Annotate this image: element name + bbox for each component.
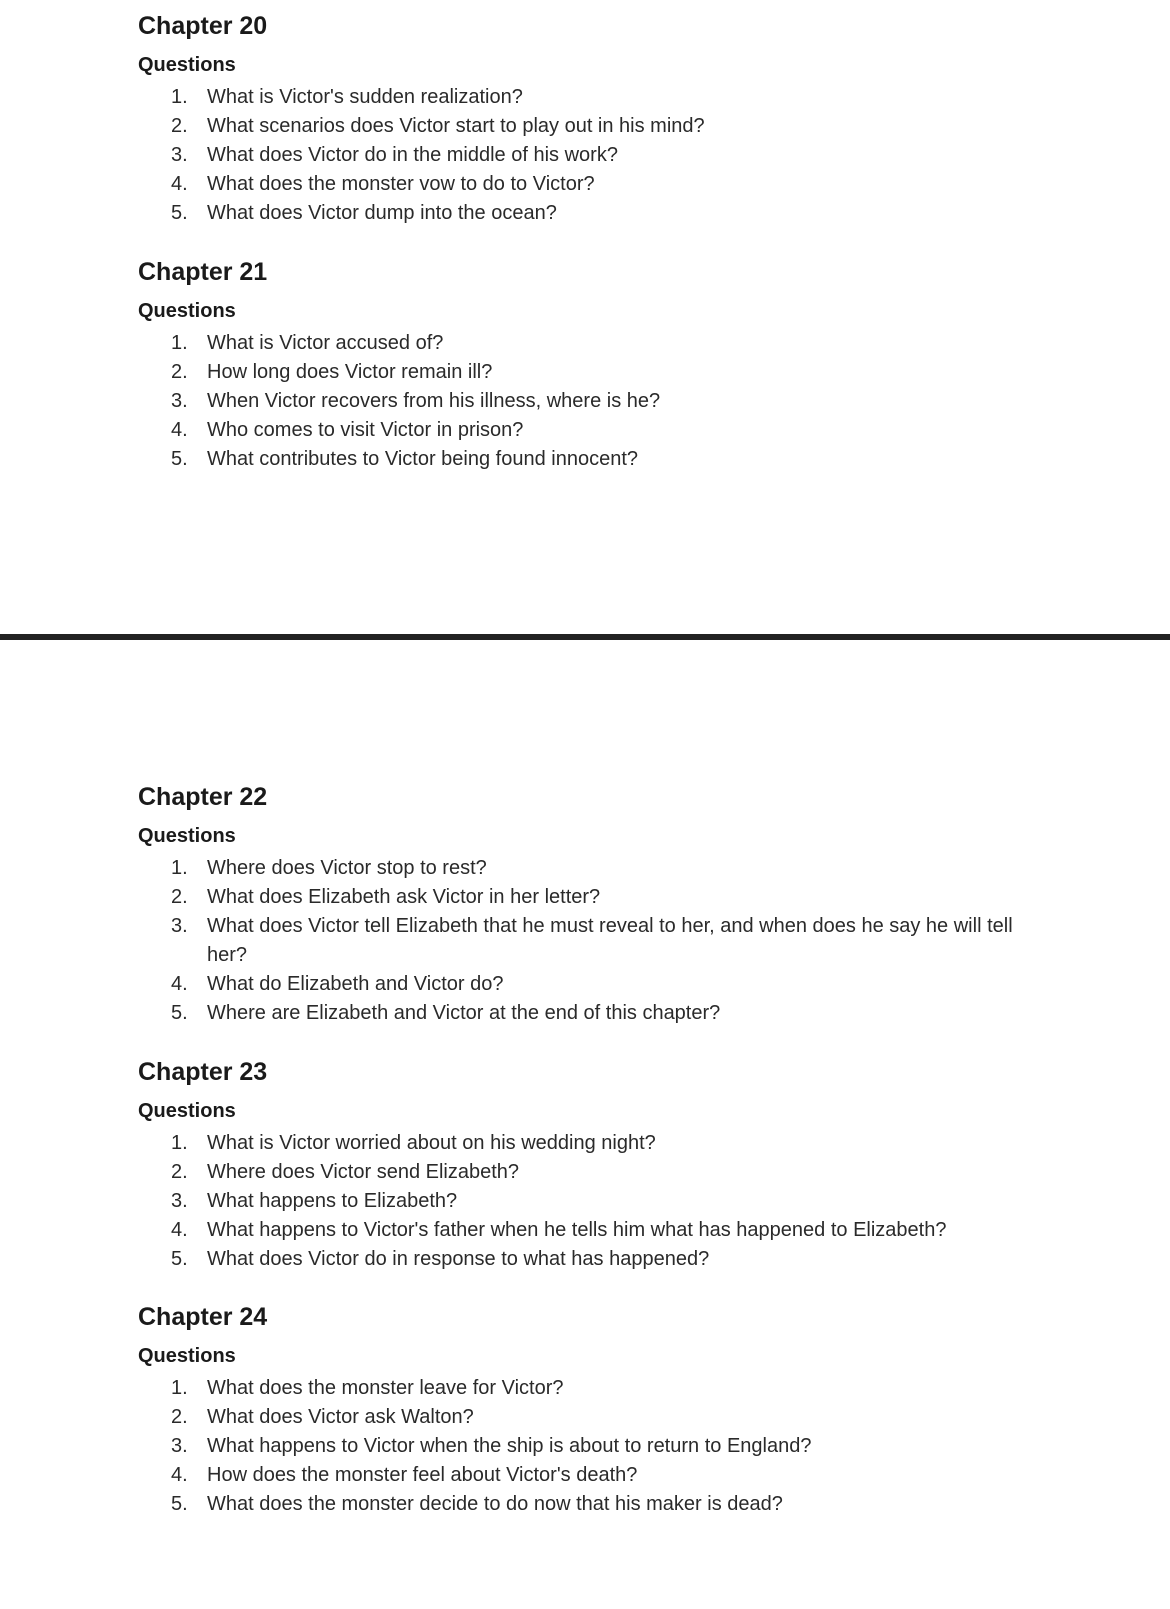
question-list — [138, 329, 1038, 474]
question-number: 2. — [171, 1161, 188, 1183]
question-number: 4. — [171, 973, 188, 995]
question-number: 2. — [171, 1406, 188, 1428]
question-number: 5. — [171, 1002, 188, 1024]
chapter-title: Chapter 24 — [138, 1303, 268, 1331]
question-item — [138, 112, 1038, 141]
question-item — [138, 1461, 1038, 1490]
question-item — [138, 199, 1038, 228]
question-number: 1. — [171, 332, 188, 354]
question-text: What does the monster decide to do now that his maker is dead? — [207, 1493, 783, 1515]
question-item — [138, 1245, 1038, 1274]
question-text: What happens to Elizabeth? — [207, 1190, 458, 1212]
question-text: What does Victor dump into the ocean? — [207, 202, 557, 224]
question-item — [138, 1403, 1038, 1432]
question-item — [138, 1432, 1038, 1461]
question-list — [138, 1374, 1038, 1519]
question-text: What does Victor tell Elizabeth that he must reveal to her, and when does he say he will tell her? — [207, 915, 1013, 966]
question-list — [138, 854, 1038, 1028]
question-number: 2. — [171, 886, 188, 908]
chapter-22-section — [138, 781, 1038, 1028]
chapter-title: Chapter 21 — [138, 258, 268, 286]
question-text: How does the monster feel about Victor's death? — [207, 1464, 638, 1486]
question-text: What does the monster vow to do to Victor? — [207, 173, 595, 195]
questions-label: Questions — [138, 300, 236, 322]
question-text: Where does Victor send Elizabeth? — [207, 1161, 520, 1183]
chapter-21-section — [138, 256, 1038, 474]
chapter-24-section — [138, 1301, 1038, 1519]
question-item — [138, 1490, 1038, 1519]
question-item — [138, 1216, 1038, 1245]
question-text: What contributes to Victor being found innocent? — [207, 448, 639, 470]
question-item — [138, 883, 1038, 912]
question-item — [138, 1187, 1038, 1216]
question-text: What is Victor's sudden realization? — [207, 86, 523, 108]
question-number: 4. — [171, 419, 188, 441]
question-text: What is Victor worried about on his wedding night? — [207, 1132, 656, 1154]
question-number: 5. — [171, 1248, 188, 1270]
question-text: What scenarios does Victor start to play out in his mind? — [207, 115, 705, 137]
question-number: 5. — [171, 1493, 188, 1515]
question-item — [138, 83, 1038, 112]
question-item — [138, 387, 1038, 416]
question-number: 4. — [171, 1464, 188, 1486]
question-text: What does Elizabeth ask Victor in her letter? — [207, 886, 601, 908]
question-item — [138, 1158, 1038, 1187]
question-item — [138, 416, 1038, 445]
question-text: What happens to Victor's father when he tells him what has happened to Elizabeth? — [207, 1219, 947, 1241]
question-number: 3. — [171, 390, 188, 412]
question-item — [138, 912, 1038, 970]
question-item — [138, 999, 1038, 1028]
question-text: What does Victor do in the middle of his work? — [207, 144, 618, 166]
question-number: 4. — [171, 1219, 188, 1241]
question-text: What do Elizabeth and Victor do? — [207, 973, 504, 995]
question-item — [138, 358, 1038, 387]
question-number: 4. — [171, 173, 188, 195]
chapter-title: Chapter 23 — [138, 1058, 268, 1086]
question-text: What does Victor ask Walton? — [207, 1406, 474, 1428]
question-text: What happens to Victor when the ship is about to return to England? — [207, 1435, 812, 1457]
chapter-title: Chapter 22 — [138, 783, 268, 811]
question-text: What is Victor accused of? — [207, 332, 444, 354]
questions-label: Questions — [138, 1100, 236, 1122]
question-number: 5. — [171, 202, 188, 224]
page-divider — [0, 634, 1170, 640]
question-number: 3. — [171, 1435, 188, 1457]
question-number: 3. — [171, 144, 188, 166]
question-item — [138, 329, 1038, 358]
question-list — [138, 83, 1038, 228]
question-item — [138, 141, 1038, 170]
question-number: 2. — [171, 361, 188, 383]
questions-label: Questions — [138, 1345, 236, 1367]
questions-label: Questions — [138, 54, 236, 76]
question-item — [138, 445, 1038, 474]
questions-label: Questions — [138, 825, 236, 847]
question-item — [138, 170, 1038, 199]
chapter-20-section — [138, 10, 1038, 228]
question-text: What does the monster leave for Victor? — [207, 1377, 564, 1399]
question-item — [138, 1129, 1038, 1158]
question-number: 1. — [171, 1377, 188, 1399]
question-number: 1. — [171, 86, 188, 108]
question-text: How long does Victor remain ill? — [207, 361, 493, 383]
question-number: 5. — [171, 448, 188, 470]
question-number: 3. — [171, 915, 188, 937]
question-item — [138, 854, 1038, 883]
question-number: 1. — [171, 857, 188, 879]
question-item — [138, 970, 1038, 999]
question-number: 3. — [171, 1190, 188, 1212]
chapter-title: Chapter 20 — [138, 12, 268, 40]
question-text: Where does Victor stop to rest? — [207, 857, 487, 879]
question-text: Where are Elizabeth and Victor at the end of this chapter? — [207, 1002, 721, 1024]
question-item — [138, 1374, 1038, 1403]
question-text: Who comes to visit Victor in prison? — [207, 419, 524, 441]
question-number: 1. — [171, 1132, 188, 1154]
question-text: When Victor recovers from his illness, where is he? — [207, 390, 661, 412]
chapter-23-section — [138, 1056, 1038, 1274]
question-number: 2. — [171, 115, 188, 137]
question-text: What does Victor do in response to what has happened? — [207, 1248, 710, 1270]
question-list — [138, 1129, 1038, 1274]
